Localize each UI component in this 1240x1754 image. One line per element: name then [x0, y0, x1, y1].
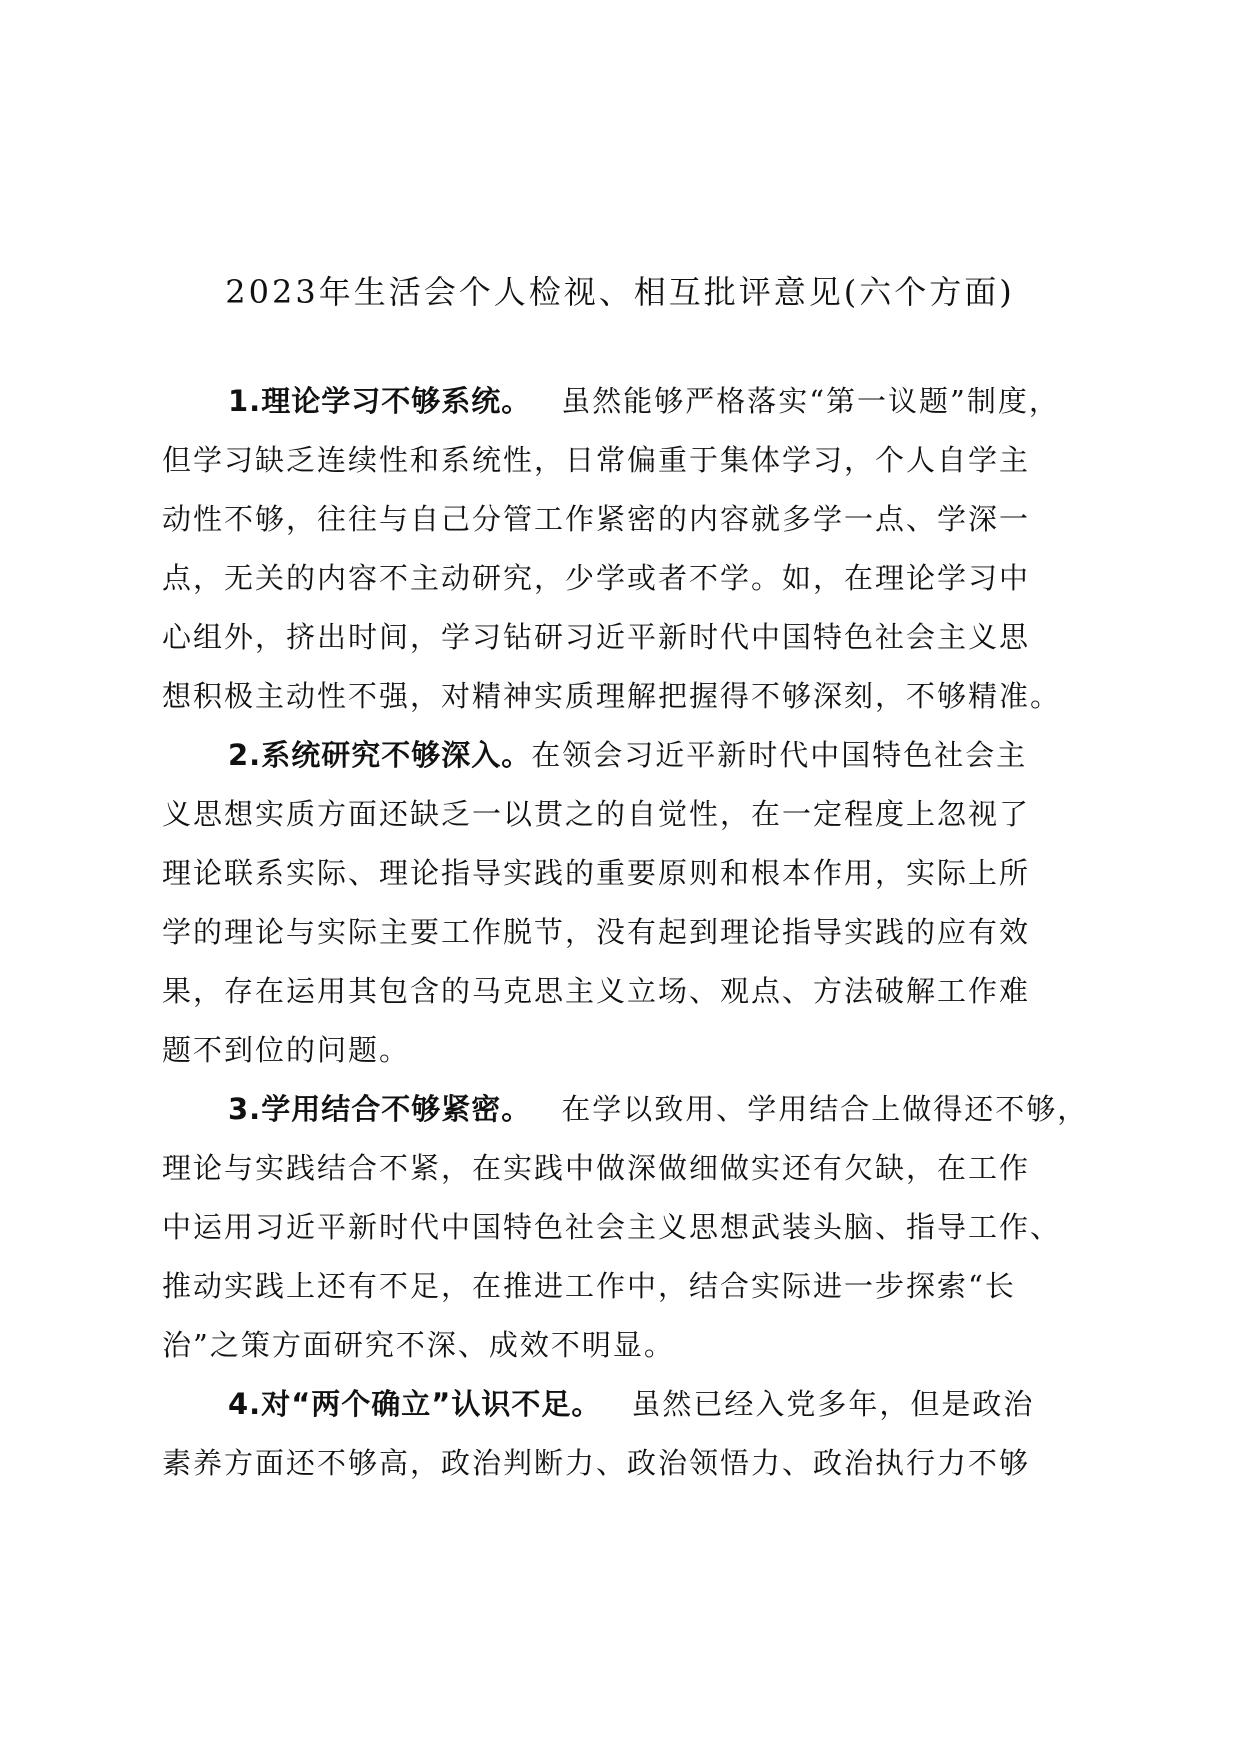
section-4-first-line: [162, 1375, 1094, 1434]
section-4-line-2: 素养方面还不够高，政治判断力、政治领悟力、政治执行力不够: [162, 1446, 1031, 1480]
section-1-first-line: [162, 372, 1094, 431]
section-4-heading: 4.对“两个确立”认识不足。: [228, 1387, 602, 1421]
section-1-line-1: 虽然能够严格落实“第一议题”制度，: [561, 384, 1060, 418]
section-1-line-5: 心组外，挤出时间，学习钻研习近平新时代中国特色社会主义思: [162, 620, 1031, 654]
section-3-line-2: 理论与实践结合不紧，在实践中做深做细做实还有欠缺，在工作: [162, 1151, 1031, 1185]
section-2-line-1: 在领会习近平新时代中国特色社会主: [531, 738, 1028, 772]
document-body: [162, 372, 1094, 1493]
section-2-heading: 2.系统研究不够深入。: [228, 738, 532, 772]
section-1-line-6: 想积极主动性不强，对精神实质理解把握得不够深刻，不够精准。: [162, 679, 1062, 713]
section-2-line-2: 义思想实质方面还缺乏一以贯之的自觉性，在一定程度上忽视了: [162, 797, 1031, 831]
section-1-line-2: 但学习缺乏连续性和系统性，日常偏重于集体学习，个人自学主: [162, 443, 1031, 477]
section-3-line-1: 在学以致用、学用结合上做得还不够，: [561, 1092, 1089, 1126]
section-1-line-3: 动性不够，往往与自己分管工作紧密的内容就多学一点、学深一: [162, 502, 1031, 536]
section-2: [162, 726, 1094, 1080]
section-2-line-5: 果，存在运用其包含的马克思主义立场、观点、方法破解工作难: [162, 974, 1031, 1008]
section-2-line-4: 学的理论与实际主要工作脱节，没有起到理论指导实践的应有效: [162, 915, 1031, 949]
section-1: [162, 372, 1094, 726]
section-1-line-4: 点，无关的内容不主动研究，少学或者不学。如，在理论学习中: [162, 561, 1031, 595]
section-3-heading: 3.学用结合不够紧密。: [228, 1092, 532, 1126]
section-3-first-line: [162, 1080, 1094, 1139]
section-4: [162, 1375, 1094, 1493]
section-3: [162, 1080, 1094, 1375]
section-3-line-4: 推动实践上还有不足，在推进工作中，结合实际进一步探索“长: [162, 1269, 1016, 1303]
section-2-line-3: 理论联系实际、理论指导实践的重要原则和根本作用，实际上所: [162, 856, 1031, 890]
section-1-heading: 1.理论学习不够系统。: [228, 384, 532, 418]
section-3-line-5: 治”之策方面研究不深、成效不明显。: [162, 1328, 675, 1362]
section-2-line-6: 题不到位的问题。: [162, 1033, 411, 1067]
document-title: 2023年生活会个人检视、相互批评意见(六个方面): [225, 273, 1015, 311]
section-2-first-line: [162, 726, 1094, 785]
section-3-line-3: 中运用习近平新时代中国特色社会主义思想武装头脑、指导工作、: [162, 1210, 1062, 1244]
section-4-line-1: 虽然已经入党多年，但是政治: [631, 1387, 1035, 1421]
